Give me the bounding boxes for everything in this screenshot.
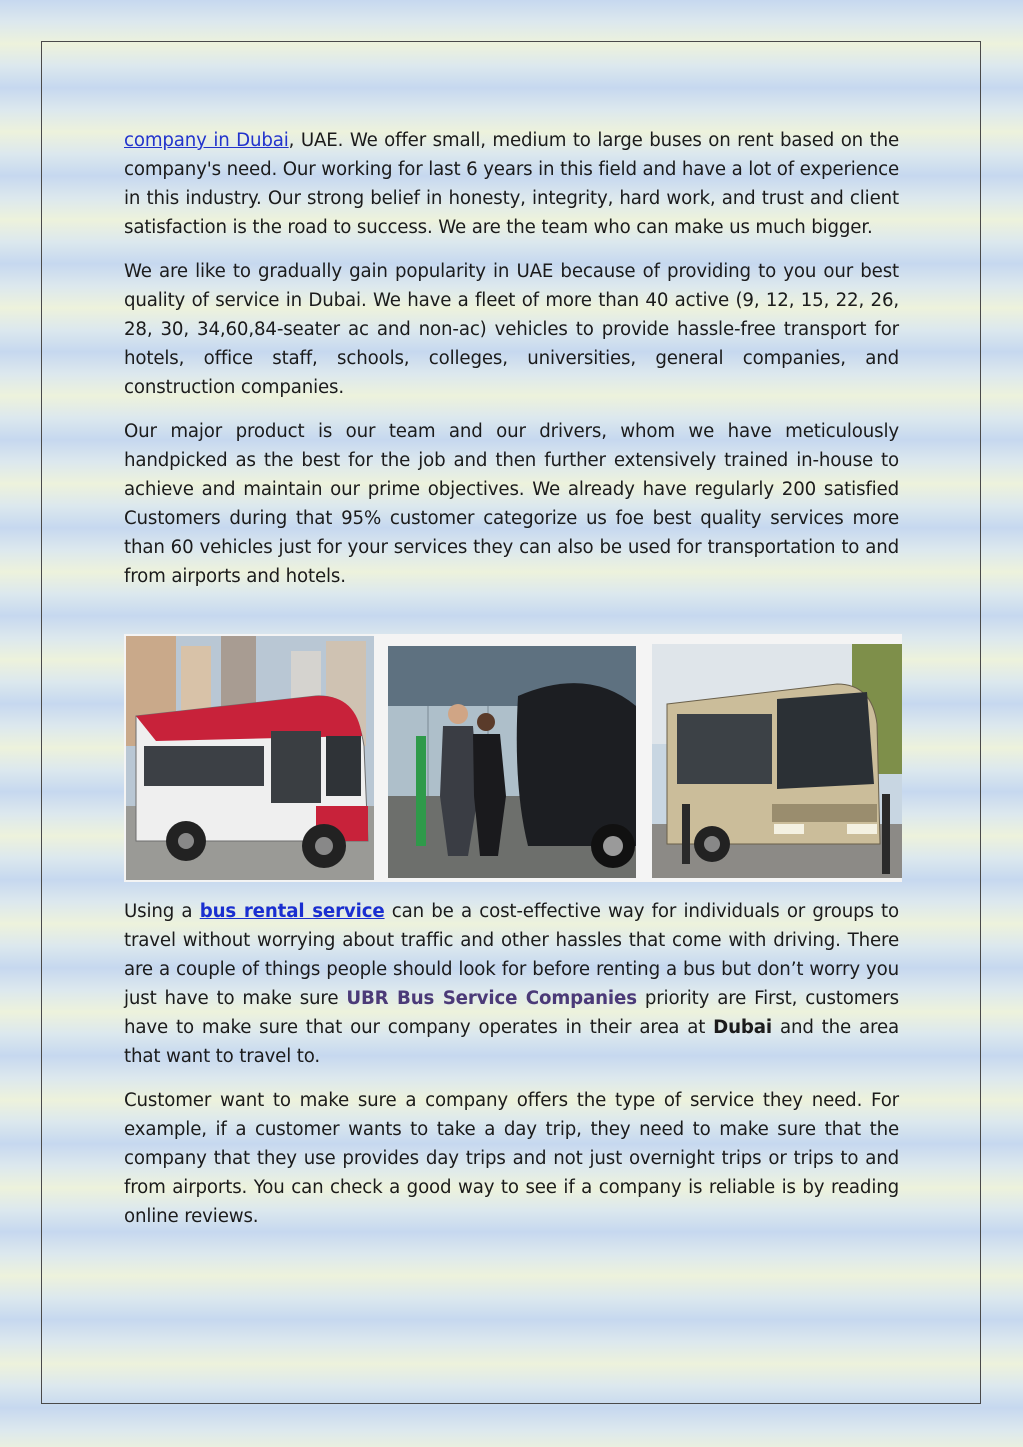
document-body-lower xyxy=(124,897,899,1246)
brand-name: UBR Bus Service Companies xyxy=(346,988,637,1009)
paragraph-team: Our major product is our team and our drivers, whom we have meticulously handpicked as the best for the job and then further extensively trained in-house to achieve and maintain our prime objectives. We already have regularly 200 satisfied Customers during that 95% customer categorize us foe best quality services more than 60 vehicles just for your services they can also be used for transportation to and from airports and hotels. xyxy=(124,421,899,587)
rental-tips-continuation: priority are First, customers have to make sure that our company operates in their area at xyxy=(124,988,900,1038)
paragraph-intro-text: , UAE. We offer small, medium to large buses on rent based on the company's need. Our working for last 6 years in this field and have a lot of experience in this industry. Our strong belief in honesty, integrity, hard work, and trust and client satisfaction is the road to success. We are the team who can make us much bigger. xyxy=(124,130,899,238)
rental-tips-body: can be a cost-effective way for individuals or groups to travel without worrying about traffic and other hassles that come with driving. There are a couple of things people should look for before renting a bus but don’t worry you just have to make sure xyxy=(124,901,900,1009)
red-minibus-photo xyxy=(126,636,374,880)
paragraph-fleet: We are like to gradually gain popularity in UAE because of providing to you our best quality of service in Dubai. We have a fleet of more than 40 active (9, 12, 15, 22, 26, 28, 30, 34,60,84-seater ac and non-ac) vehicles to provide hassle-free transport for hotels, office staff, schools, colleges, universities, general companies, and construction companies. xyxy=(124,261,899,398)
company-in-dubai-link[interactable]: company in Dubai xyxy=(124,130,289,151)
rental-tips-end: and the area that want to travel to. xyxy=(124,1017,899,1067)
coach-bus-photo xyxy=(652,644,902,878)
photo-strip xyxy=(124,634,902,882)
city-name: Dubai xyxy=(713,1017,772,1038)
paragraph-rental-tips xyxy=(124,897,899,1071)
chauffeur-handshake-photo xyxy=(388,646,636,878)
document-body-upper xyxy=(124,126,899,606)
paragraph-intro xyxy=(124,126,899,242)
rental-tips-intro: Using a xyxy=(124,901,200,922)
bus-rental-service-link[interactable]: bus rental service xyxy=(199,901,385,922)
paragraph-service-type: Customer want to make sure a company offers the type of service they need. For example, if a customer wants to take a day trip, they need to make sure that the company that they use provides day trips and not just overnight trips or trips to and from airports. You can check a good way to see if a company is reliable is by reading online reviews. xyxy=(124,1090,899,1227)
